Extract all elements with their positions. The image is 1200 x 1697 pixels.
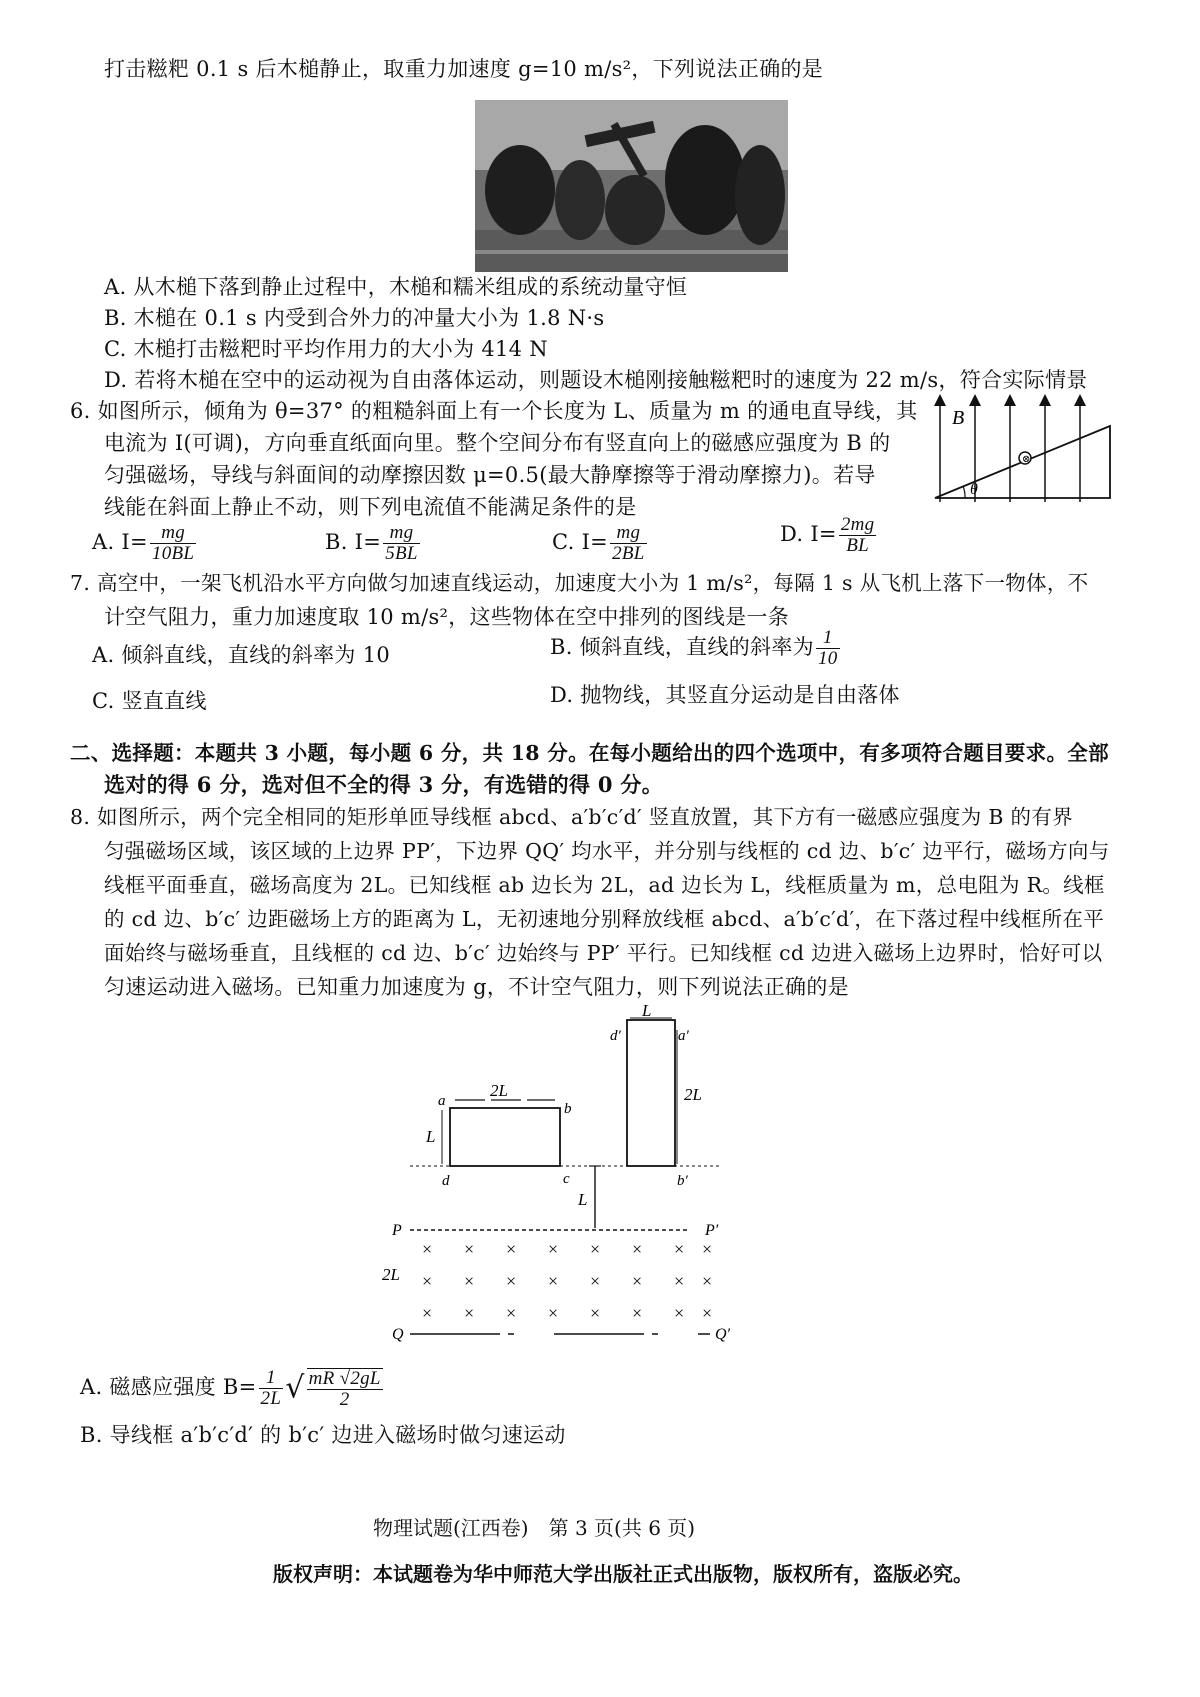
q5-intro: 打击糍粑 0.1 s 后木槌静止，取重力加速度 g=10 m/s²，下列说法正确的是	[104, 57, 824, 81]
q6-option-d: D. I= $\frac{2mg}{BL}$	[780, 514, 875, 556]
svg-text:⊗: ⊗	[1022, 454, 1031, 465]
q8-line-4: 的 cd 边、b′c′ 边距磁场上方的距离为 L，无初速地分别释放线框 abcd、a′b′c′d′，在下落过程中线框所在平	[104, 907, 1105, 931]
q6-line-1: 6. 如图所示，倾角为 θ=37° 的粗糙斜面上有一个长度为 L、质量为 m 的通电直导线，其	[70, 399, 918, 423]
q7-option-a: A. 倾斜直线，直线的斜率为 10	[92, 643, 391, 667]
svg-text:×: ×	[702, 1271, 713, 1291]
svg-text:×: ×	[506, 1239, 517, 1259]
svg-text:a′: a′	[678, 1028, 689, 1044]
q5-option-b: B. 木槌在 0.1 s 内受到合外力的冲量大小为 1.8 N·s	[104, 306, 605, 330]
page-footer: 物理试题(江西卷) 第 3 页(共 6 页)	[373, 1516, 696, 1540]
svg-text:×: ×	[422, 1271, 433, 1291]
svg-text:×: ×	[702, 1239, 713, 1259]
svg-text:P: P	[392, 1222, 402, 1239]
svg-text:×: ×	[464, 1303, 475, 1323]
q7-line-1: 7. 高空中，一架飞机沿水平方向做匀加速直线运动，加速度大小为 1 m/s²，每隔 1 s 从飞机上落下一物体，不	[70, 571, 1089, 595]
incline-field-diagram	[930, 392, 1115, 512]
q5-option-a: A. 从木槌下落到静止过程中，木槌和糯米组成的系统动量守恒	[104, 275, 688, 299]
qq-boundary	[380, 1320, 820, 1350]
svg-text:2L: 2L	[490, 1081, 508, 1100]
svg-text:×: ×	[548, 1239, 559, 1259]
svg-text:b: b	[564, 1101, 572, 1117]
svg-text:2L: 2L	[684, 1085, 702, 1104]
field-B-label: B	[952, 407, 965, 429]
svg-text:×: ×	[632, 1239, 643, 1259]
theta-label: θ	[970, 481, 978, 498]
q6-option-b: B. I= $\frac{mg}{5BL}$	[325, 522, 418, 564]
svg-text:×: ×	[632, 1303, 643, 1323]
svg-text:×: ×	[464, 1239, 475, 1259]
q8-line-1: 8. 如图所示，两个完全相同的矩形单匝导线框 abcd、a′b′c′d′ 竖直放置，其下方有一磁感应强度为 B 的有界	[70, 805, 1073, 829]
svg-text:×: ×	[506, 1271, 517, 1291]
q8-line-6: 匀速运动进入磁场。已知重力加速度为 g，不计空气阻力，则下列说法正确的是	[104, 975, 849, 999]
svg-text:×: ×	[674, 1303, 685, 1323]
svg-text:Q: Q	[392, 1326, 404, 1343]
q6-option-a: A. I= $\frac{mg}{10BL}$	[92, 522, 195, 564]
q6-line-2: 电流为 I(可调)，方向垂直纸面向里。整个空间分布有竖直向上的磁感应强度为 B 的	[104, 431, 891, 455]
svg-text:×: ×	[590, 1271, 601, 1291]
q5-option-d: D. 若将木槌在空中的运动视为自由落体运动，则题设木槌刚接触糍粑时的速度为 22 m/s，符合实际情景	[104, 368, 1088, 392]
q7-line-2: 计空气阻力，重力加速度取 10 m/s²，这些物体在空中排列的图线是一条	[104, 605, 790, 629]
svg-text:P′: P′	[705, 1222, 719, 1239]
svg-text:×: ×	[464, 1271, 475, 1291]
svg-text:d: d	[442, 1173, 450, 1189]
two-frames-magnetic-field-diagram	[380, 1001, 820, 1323]
svg-text:b′: b′	[677, 1173, 688, 1189]
svg-text:×: ×	[590, 1239, 601, 1259]
svg-text:×: ×	[702, 1303, 713, 1323]
q7-option-c: C. 竖直直线	[92, 689, 207, 713]
q8-line-2: 匀强磁场区域，该区域的上边界 PP′，下边界 QQ′ 均水平，并分别与线框的 cd 边、b′c′ 边平行，磁场方向与	[104, 839, 1110, 863]
svg-text:×: ×	[422, 1239, 433, 1259]
svg-text:a: a	[438, 1093, 446, 1109]
section2-line-1: 二、选择题：本题共 3 小题，每小题 6 分，共 18 分。在每小题给出的四个选项中，有多项符合题目要求。全部	[70, 741, 1109, 765]
q8-option-b: B. 导线框 a′b′c′d′ 的 b′c′ 边进入磁场时做匀速运动	[80, 1423, 566, 1447]
svg-text:L: L	[426, 1127, 436, 1146]
q8-line-5: 面始终与磁场垂直，且线框的 cd 边、b′c′ 边始终与 PP′ 平行。已知线框 cd 边进入磁场上边界时，恰好可以	[104, 941, 1103, 965]
frame-a2b2c2d2	[627, 1020, 675, 1166]
section2-line-2: 选对的得 6 分，选对但不全的得 3 分，有选错的得 0 分。	[104, 772, 663, 797]
mochi-pounding-photo	[475, 100, 788, 272]
svg-text:2L: 2L	[382, 1265, 400, 1284]
q6-line-4: 线能在斜面上静止不动，则下列电流值不能满足条件的是	[104, 495, 637, 519]
magnetic-field-crosses	[422, 1239, 712, 1323]
frame-abcd	[450, 1108, 560, 1166]
svg-text:×: ×	[422, 1303, 433, 1323]
svg-text:Q′: Q′	[715, 1326, 731, 1343]
svg-text:L: L	[642, 1001, 652, 1020]
q6-option-c: C. I= $\frac{mg}{2BL}$	[552, 522, 645, 564]
svg-text:c: c	[563, 1171, 570, 1187]
svg-text:×: ×	[674, 1239, 685, 1259]
svg-text:×: ×	[548, 1303, 559, 1323]
svg-text:×: ×	[632, 1271, 643, 1291]
svg-text:d′: d′	[610, 1028, 621, 1044]
svg-text:×: ×	[590, 1303, 601, 1323]
q5-option-c: C. 木槌打击糍粑时平均作用力的大小为 414 N	[104, 337, 548, 361]
svg-text:×: ×	[674, 1271, 685, 1291]
q8-option-a: A. 磁感应强度 B= $\frac{1}{2L}$ √ $\frac{mR √2gL}{2}$	[80, 1367, 381, 1410]
q6-line-3: 匀强磁场，导线与斜面间的动摩擦因数 μ=0.5(最大静摩擦等于滑动摩擦力)。若导	[104, 463, 876, 487]
q8-line-3: 线框平面垂直，磁场高度为 2L。已知线框 ab 边长为 2L，ad 边长为 L，线框质量为 m，总电阻为 R。线框	[104, 873, 1105, 897]
q7-option-b: B. 倾斜直线，直线的斜率为 $\frac{1}{10}$	[550, 627, 838, 669]
q7-option-d: D. 抛物线，其竖直分运动是自由落体	[550, 683, 900, 707]
copyright-notice: 版权声明：本试题卷为华中师范大学出版社正式出版物，版权所有，盗版必究。	[273, 1562, 973, 1586]
svg-text:L: L	[578, 1190, 588, 1209]
svg-text:×: ×	[506, 1303, 517, 1323]
svg-text:×: ×	[548, 1271, 559, 1291]
